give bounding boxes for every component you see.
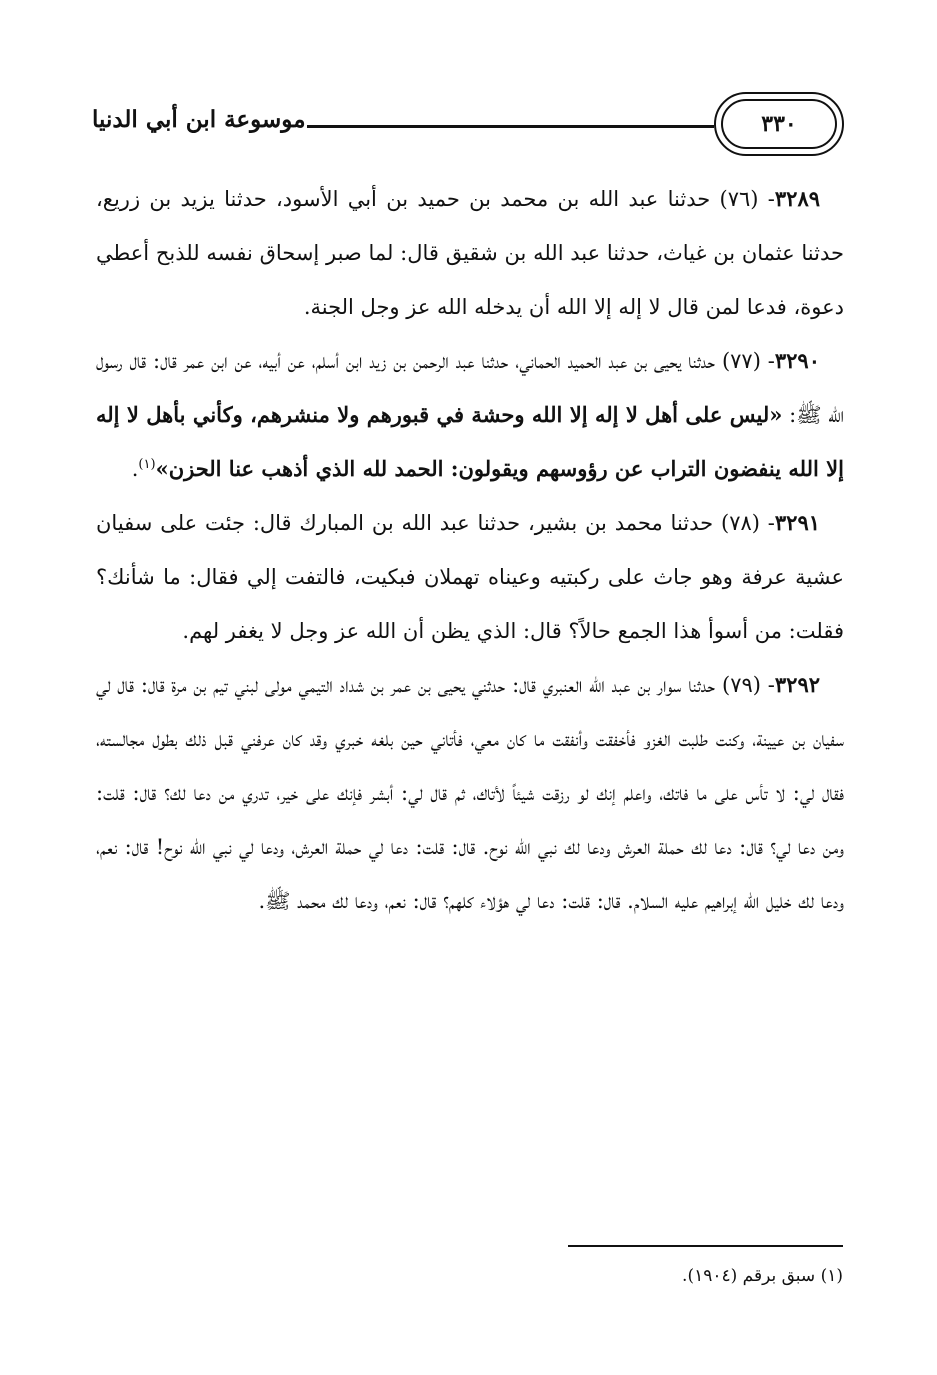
page-number: ٣٣٠	[721, 99, 837, 149]
entry-text: - (٧٦) حدثنا عبد الله بن محمد بن حميد بن أبي الأسود، حدثنا يزيد بن زريع، حدثنا عثمان بن غياث، حدثنا عبد الله بن شقيق قال: لما صبر إسحاق نفسه للذبح أعطي دعوة، فدعا لمن قال لا إله إلا الله أن يدخله الله عز وجل الجنة.	[96, 187, 844, 319]
entry-3290	[96, 334, 844, 496]
entry-number: ٣٢٩٢	[774, 672, 821, 697]
footnote-reference[interactable]: (١)	[138, 457, 156, 472]
hadith-quote: «ليس على أهل لا إله إلا الله وحشة في قبورهم ولا منشرهم، وكأني بأهل لا إله إلا الله ينفضون التراب عن رؤوسهم ويقولون: الحمد لله الذي أذهب عنا الحزن»	[96, 402, 844, 481]
entry-text: - (٧٨) حدثنا محمد بن بشير، حدثنا عبد الله بن المبارك قال: جئت على سفيان عشية عرفة وهو جاث على ركبتيه وعيناه تهملان فبكيت، فالتفت إلي فقال: ما شأنك؟ فقلت: من أسوأ هذا الجمع حالاً؟ قال: الذي يظن أن الله عز وجل لا يغفر لهم.	[96, 511, 844, 643]
footnote-separator	[568, 1245, 843, 1247]
entry-number: ٣٢٨٩	[774, 186, 821, 211]
entry-number: ٣٢٩١	[774, 510, 821, 535]
book-title: موسوعة ابن أبي الدنيا	[92, 106, 306, 133]
page-number-badge	[714, 92, 844, 156]
entry-tail: .	[131, 457, 139, 481]
entry-text: - (٧٩) حدثنا سوار بن عبد الله العنبري قال: حدثني يحيى بن عمر بن شداد التيمي مولى لبني تيم بن مرة قال: قال لي سفيان بن عيينة، وكنت طلبت الغزو فأخفقت وأنفقت ما كان معي، فأتاني حين بلغه خبري وقد كان عرفني قبل ذلك بطول مجالسته، فقال لي: لا تأس على ما فاتك، واعلم إنك لو رزقت شيئاً لأتاك، ثم قال لي: أبشر فإنك على خير، تدري من دعا لك؟ قال: قلت: ومن دعا لي؟ قال: دعا لك حملة العرش ودعا لك نبي الله نوح. قال: قلت: دعا لي حملة العرش، ودعا لي نبي الله نوح! قال: نعم، ودعا لك خليل الله إبراهيم عليه السلام. قال: قلت: دعا لي هؤلاء كلهم؟ قال: نعم، ودعا لك محمد ﷺ.	[96, 673, 844, 913]
entry-text: - (٧٧) حدثنا يحيى بن عبد الحميد الحماني، حدثنا عبد الرحمن بن زيد ابن أسلم، عن أبيه، عن ابن عمر قال: قال رسول الله ﷺ:	[96, 349, 844, 427]
header-rule	[307, 125, 714, 128]
entry-3291	[96, 496, 844, 658]
entry-3289	[96, 172, 844, 334]
entry-3292	[96, 658, 844, 928]
entry-number: ٣٢٩٠	[774, 348, 820, 373]
footnote-1: (١) سبق برقم (١٩٠٤).	[682, 1266, 843, 1286]
running-header	[92, 92, 844, 162]
main-text	[96, 172, 844, 928]
